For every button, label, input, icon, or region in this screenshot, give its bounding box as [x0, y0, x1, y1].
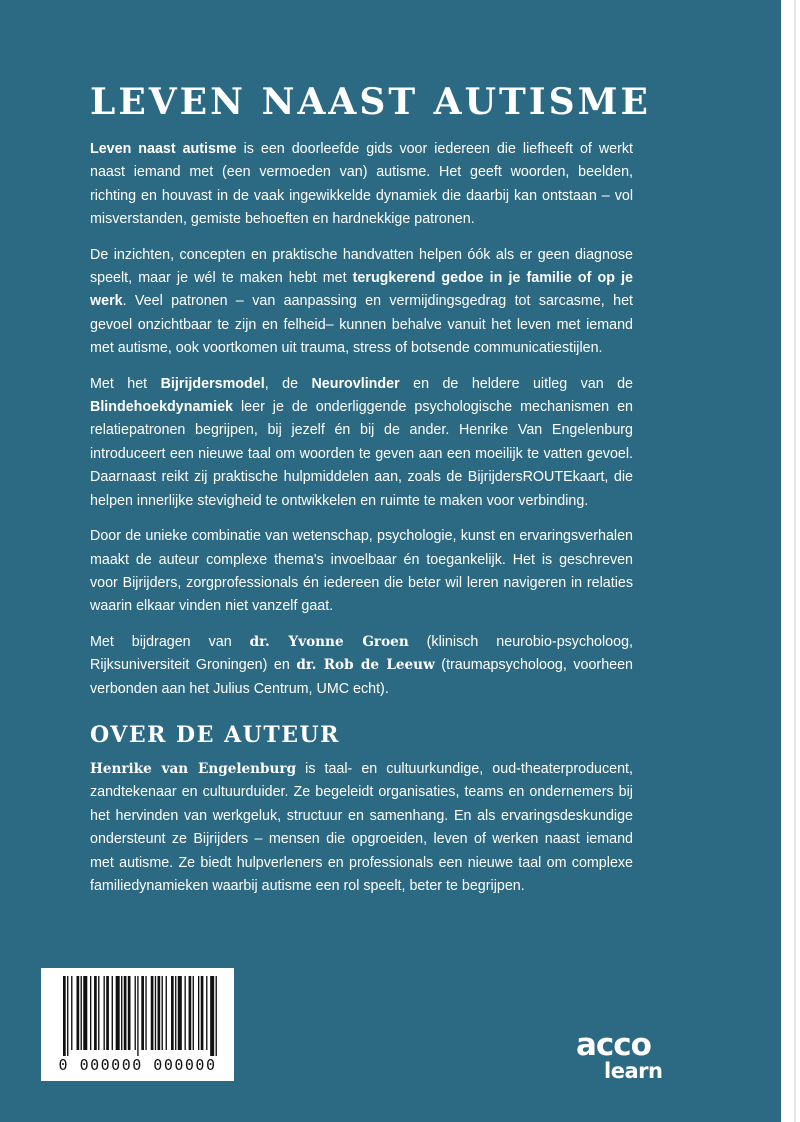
page-edge — [781, 0, 800, 1122]
bold-phrase: Neurovlinder — [311, 375, 400, 392]
barcode-bar — [151, 976, 154, 1050]
bold-phrase: dr. Yvonne Groen — [249, 633, 409, 650]
barcode-bar — [137, 976, 138, 1056]
text-span: De inzichten, concepten en praktische handvatten helpen óók als er geen diagnose speelt, maar je wél te maken hebt met — [90, 246, 633, 287]
publisher-logo-line2: learn — [604, 1059, 663, 1083]
barcode — [41, 968, 234, 1081]
description-paragraph — [90, 631, 633, 701]
barcode-bar — [128, 976, 131, 1050]
barcode-bar — [201, 976, 204, 1050]
barcode-bar — [206, 976, 207, 1050]
author-bio — [90, 758, 633, 898]
text-span: . Veel patronen – van aanpassing en vermijdingsgedrag tot sarcasme, het gevoel onzichtbaar te zijn en felheid– kunnen behalve vanuit het leven met iemand met autisme, ook voortkomen uit trauma, stress of botsende communicatiestijlen. — [90, 293, 633, 357]
description-paragraph — [90, 138, 633, 232]
author-name: Henrike van Engelenburg — [90, 761, 297, 777]
publisher-logo — [576, 1027, 686, 1083]
text-span: is taal- en cultuurkundige, oud-theaterproducent, zandtekenaar en cultuurduider. Ze begeleidt organisaties, teams en ondernemers bij het hervinden van werkgeluk, structuur en samenhang. En als ervaringsdeskundige ondersteunt ze Bijrijders – mensen die opgroeiden, leven of werken naast iemand met autisme. Ze biedt hulpverleners en professionals een nieuwe taal om complexe familiedynamieken waarbij autisme een rol speelt, beter te begrijpen. — [90, 761, 633, 895]
barcode-bar — [121, 976, 122, 1050]
barcode-bar — [158, 976, 161, 1050]
barcode-bars — [41, 968, 234, 1056]
barcode-bar — [198, 976, 199, 1050]
book-description — [90, 138, 633, 713]
text-span: , de — [264, 375, 312, 392]
bold-phrase: Bijrijdersmodel — [160, 375, 265, 392]
barcode-bar — [210, 976, 214, 1056]
barcode-bar — [141, 976, 144, 1050]
text-span: (klinisch neurobio-psycholoog, Rijksuniversiteit Groningen) en — [90, 633, 633, 674]
barcode-bar — [178, 976, 182, 1050]
text-span: en de heldere uitleg van de — [399, 375, 633, 392]
barcode-bar — [171, 976, 174, 1050]
text-span: Met bijdragen van — [90, 633, 250, 650]
barcode-bar — [116, 976, 120, 1050]
barcode-bar — [98, 976, 99, 1050]
barcode-bar — [166, 976, 167, 1050]
text-span: Met het — [90, 375, 161, 392]
text-span: leer je de onderliggende psychologische mechanismen en relatiepatronen begrijpen, bij jezelf én bij de ander. Henrike Van Engelenburg introduceert een nieuwe taal om woorden te geven aan een moeilijk te vatten gevoel. Daarnaast reikt zij praktische hulpmiddelen aan, zoals de BijrijdersROUTEkaart, die helpen innerlijke stevigheid te ontwikkelen en ruimte te maken voor verbinding. — [90, 399, 633, 509]
publisher-logo-line1: acco — [576, 1027, 651, 1063]
barcode-bar — [162, 976, 163, 1050]
barcode-bar — [175, 976, 176, 1050]
book-title: LEVEN NAAST AUTISME — [90, 81, 651, 123]
barcode-bar — [67, 976, 68, 1056]
barcode-bar — [63, 976, 66, 1056]
barcode-bar — [124, 976, 127, 1050]
barcode-bar — [94, 976, 97, 1050]
bold-phrase: terugkerend gedoe in je familie of op je werk — [90, 270, 633, 310]
bold-phrase: Leven naast autisme — [90, 141, 237, 157]
description-paragraph — [90, 373, 633, 513]
text-span: (traumapsycholoog, voorheen verbonden aan het Julius Centrum, UMC echt). — [90, 657, 633, 697]
about-author-heading: OVER DE AUTEUR — [90, 722, 340, 748]
barcode-bar — [77, 976, 80, 1050]
text-span: Door de unieke combinatie van wetenschap, psychologie, kunst en ervaringsverhalen maakt de auteur complexe thema's invoelbaar én toegankelijk. Het is geschreven voor Bijrijders, zorgprofessionals én iedereen die beter wil leren navigeren in relaties waarin elkaar vinden niet vanzelf gaat. — [90, 528, 633, 615]
barcode-bar — [104, 976, 105, 1050]
barcode-bar — [155, 976, 156, 1050]
barcode-bar — [145, 976, 146, 1050]
barcode-bar — [81, 976, 82, 1050]
barcode-bar — [106, 976, 109, 1050]
barcode-bar — [216, 976, 217, 1056]
barcode-bar — [112, 976, 113, 1050]
description-paragraph — [90, 244, 633, 361]
barcode-bar — [193, 976, 194, 1050]
barcode-bar — [71, 976, 72, 1050]
barcode-bar — [90, 976, 91, 1050]
barcode-bar — [135, 976, 136, 1050]
barcode-bar — [185, 976, 186, 1050]
barcode-bar — [83, 976, 87, 1050]
page-edge-line — [794, 0, 796, 1122]
barcode-number: 0 000000 000000 — [58, 1056, 217, 1074]
bold-phrase: dr. Rob de Leeuw — [296, 657, 435, 674]
description-paragraph — [90, 525, 633, 619]
bold-phrase: Blindehoekdynamiek — [90, 399, 234, 416]
barcode-bar — [189, 976, 192, 1050]
text-span: is een doorleefde gids voor iedereen die liefheeft of werkt naast iemand met (een vermoeden van) autisme. Het geeft woorden, beelden, richting en houvast in de vaak ingewikkelde dynamiek die daarbij kan ontstaan – vol misverstanden, gemiste behoeften en hardnekkige patronen. — [90, 141, 633, 228]
